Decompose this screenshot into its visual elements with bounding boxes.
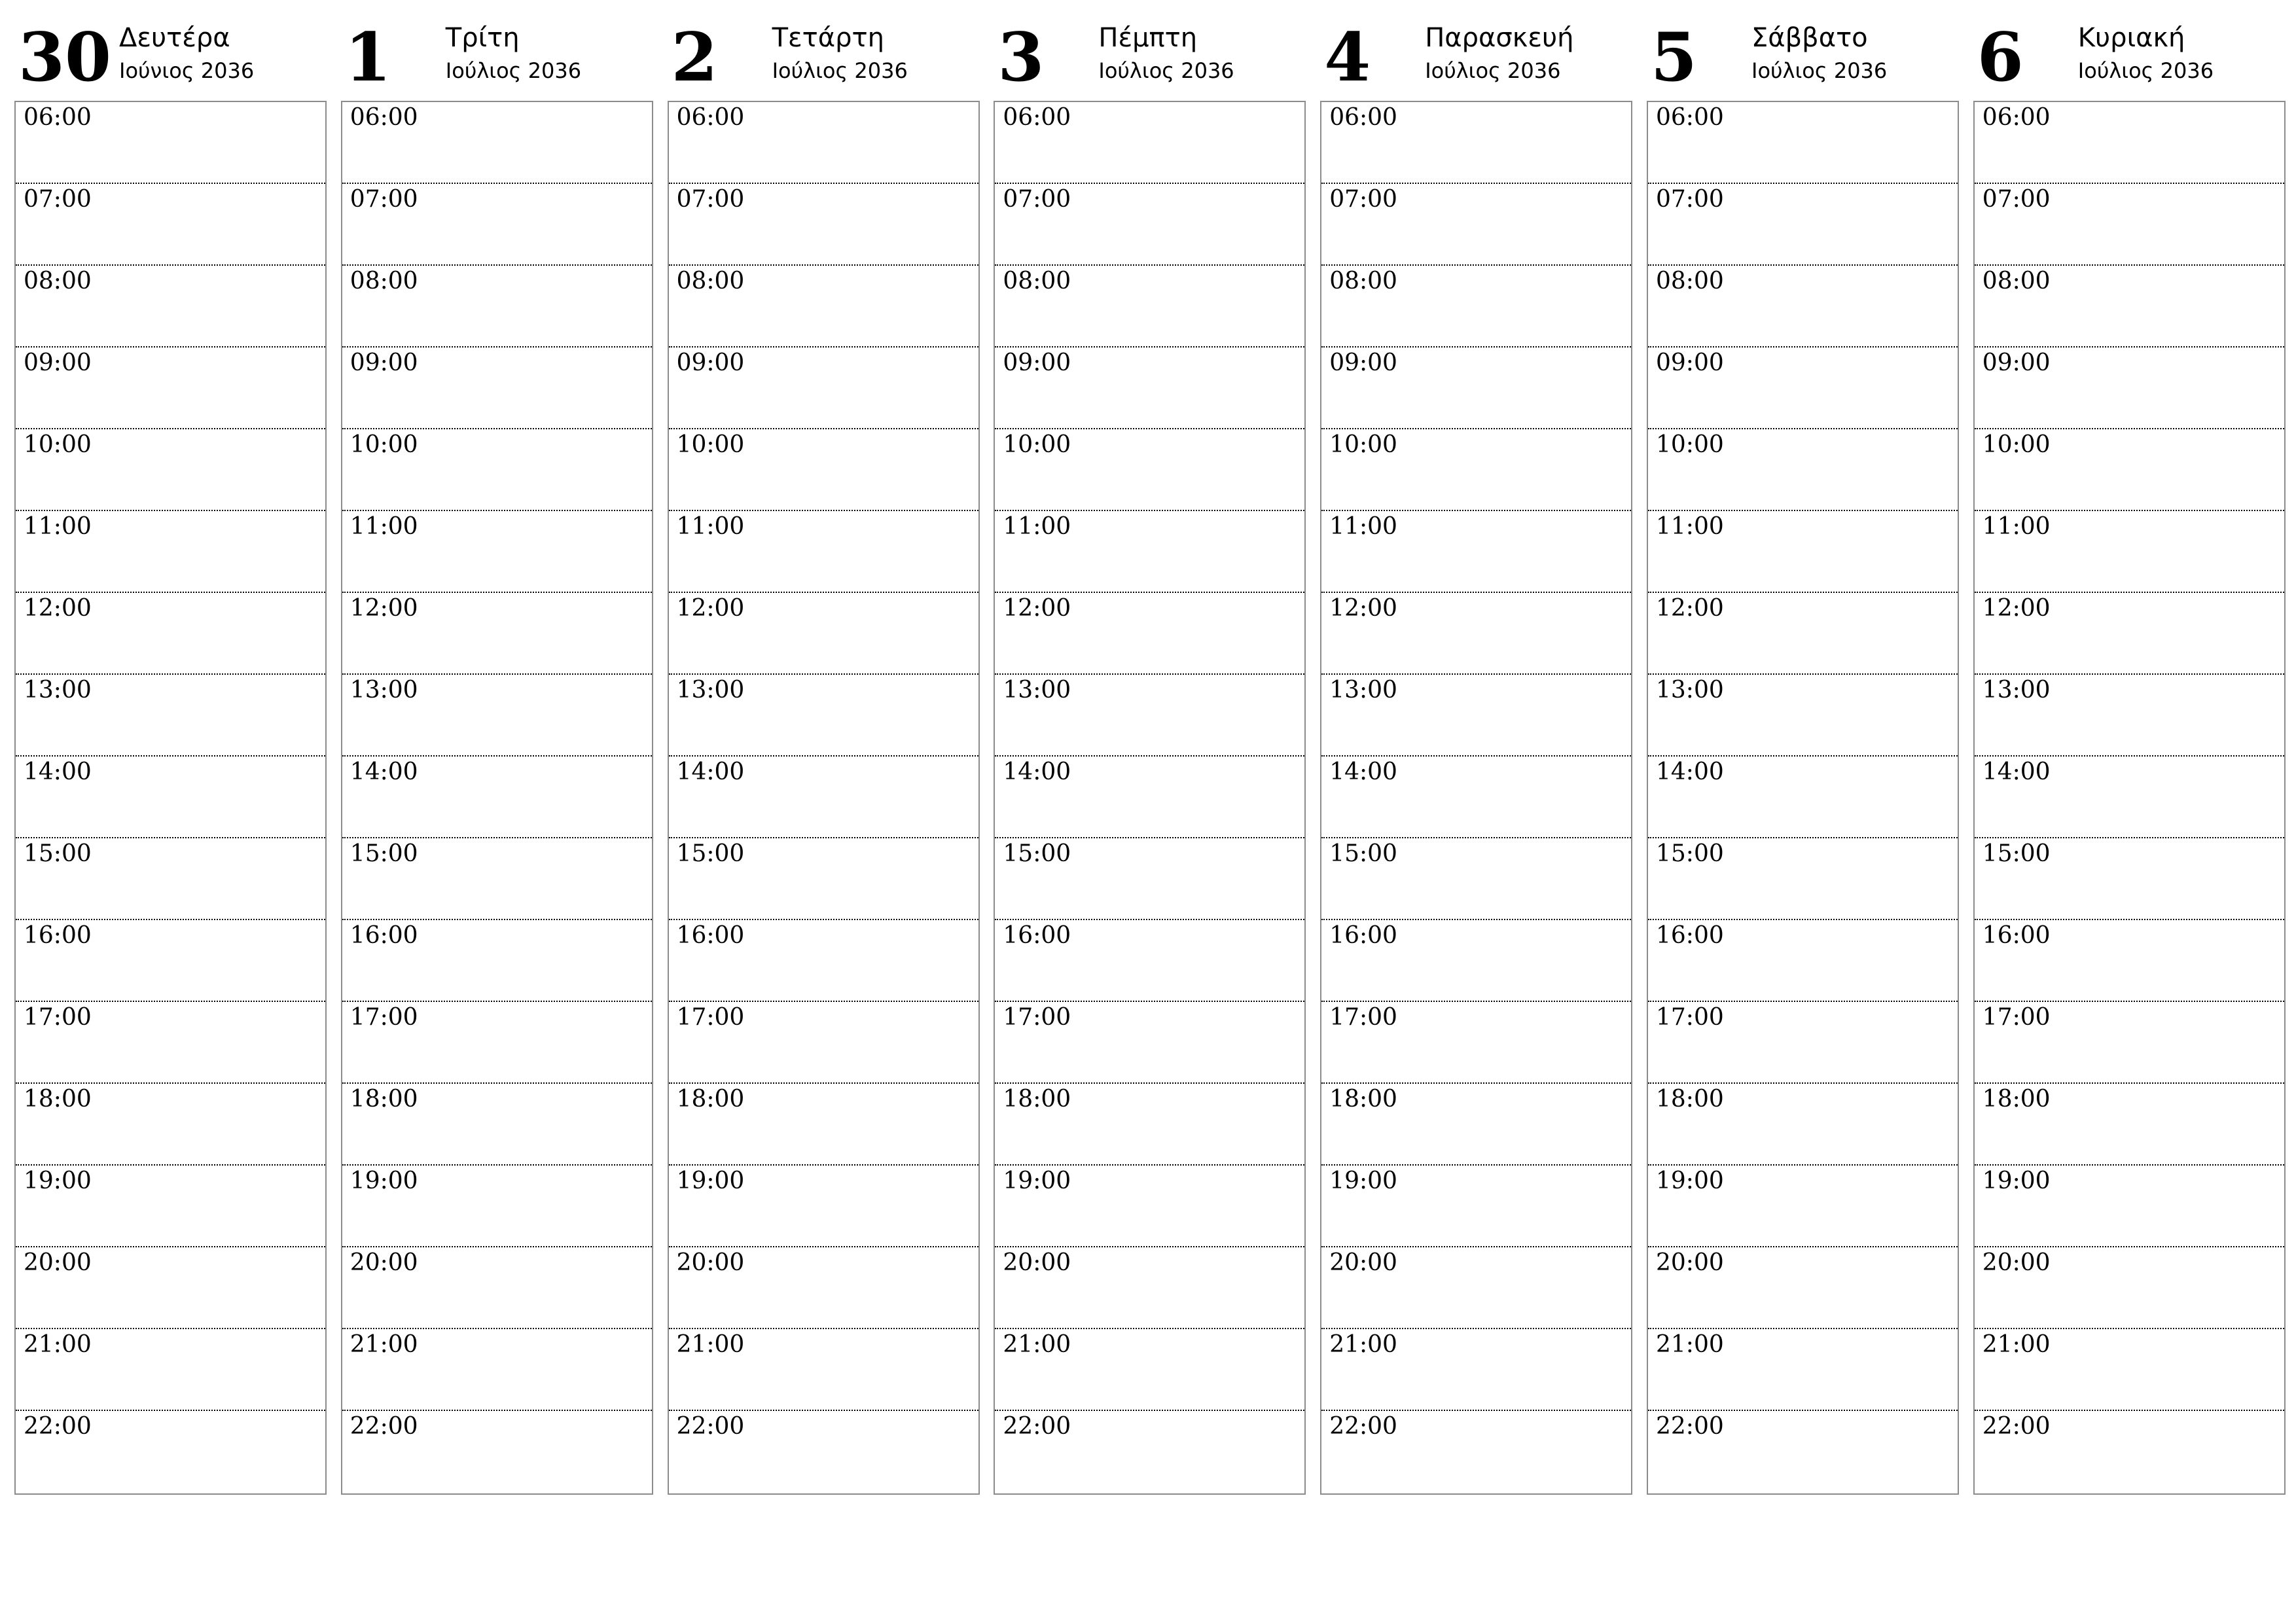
day-header [1973,13,2286,98]
hour-slot[interactable] [16,1247,325,1329]
hour-slot[interactable] [342,1002,652,1084]
hour-label: 14:00 [676,758,745,785]
hour-slot[interactable] [1975,675,2284,757]
hour-label: 10:00 [1982,431,2051,458]
day-name: Κυριακή [2077,23,2185,53]
hour-slot[interactable] [16,675,325,757]
hour-grid [1320,101,1632,1495]
hour-slot[interactable] [669,1247,978,1329]
hour-slot[interactable] [669,1411,978,1493]
hour-label: 10:00 [676,431,745,458]
hour-label: 13:00 [1656,677,1724,704]
hour-slot[interactable] [16,757,325,838]
hour-slot[interactable] [1321,838,1631,920]
hour-label: 06:00 [350,104,418,131]
hour-label: 15:00 [1329,840,1397,867]
hour-slot[interactable] [1648,1411,1958,1493]
hour-label: 11:00 [350,513,418,540]
weekly-planner [14,13,2286,1505]
day-number: 30 [18,18,111,97]
hour-label: 18:00 [1329,1086,1397,1113]
hour-slot[interactable] [669,675,978,757]
hour-slot[interactable] [16,266,325,348]
hour-slot[interactable] [995,266,1304,348]
hour-slot[interactable] [16,920,325,1002]
hour-label: 21:00 [350,1331,418,1358]
hour-label: 08:00 [1982,268,2051,294]
day-header [1320,13,1632,98]
hour-slot[interactable] [1321,1084,1631,1166]
hour-label: 17:00 [24,1004,92,1031]
hour-slot[interactable] [995,1166,1304,1247]
hour-slot[interactable] [1975,920,2284,1002]
hour-label: 12:00 [676,595,745,622]
hour-slot[interactable] [16,838,325,920]
hour-grid [668,101,980,1495]
hour-slot[interactable] [1648,511,1958,593]
hour-label: 20:00 [676,1249,745,1276]
hour-slot[interactable] [669,593,978,675]
hour-slot[interactable] [1975,593,2284,675]
hour-label: 14:00 [350,758,418,785]
hour-label: 16:00 [350,922,418,949]
hour-label: 17:00 [676,1004,745,1031]
hour-label: 16:00 [1003,922,1071,949]
hour-slot[interactable] [1648,1247,1958,1329]
hour-label: 15:00 [676,840,745,867]
hour-label: 18:00 [24,1086,92,1113]
hour-label: 11:00 [24,513,92,540]
day-column-thursday [994,13,1306,1505]
day-number: 6 [1977,18,2024,97]
hour-slot[interactable] [1975,1411,2284,1493]
hour-slot[interactable] [16,1411,325,1493]
hour-label: 18:00 [350,1086,418,1113]
hour-grid [14,101,327,1495]
hour-label: 10:00 [1003,431,1071,458]
hour-label: 12:00 [1656,595,1724,622]
hour-slot[interactable] [342,511,652,593]
hour-slot[interactable] [1648,266,1958,348]
hour-label: 09:00 [24,349,92,376]
hour-slot[interactable] [342,184,652,266]
hour-slot[interactable] [1321,757,1631,838]
day-name: Παρασκευή [1425,23,1574,53]
hour-label: 08:00 [1656,268,1724,294]
day-name: Τρίτη [445,23,520,53]
hour-slot[interactable] [1321,266,1631,348]
day-header [994,13,1306,98]
hour-slot[interactable] [669,757,978,838]
hour-slot[interactable] [1321,920,1631,1002]
hour-label: 22:00 [24,1413,92,1440]
hour-label: 15:00 [24,840,92,867]
day-number: 5 [1651,18,1697,97]
hour-label: 12:00 [1003,595,1071,622]
hour-slot[interactable] [669,1166,978,1247]
hour-label: 17:00 [1329,1004,1397,1031]
hour-slot[interactable] [16,348,325,429]
day-column-monday [14,13,327,1505]
hour-slot[interactable] [995,675,1304,757]
hour-slot[interactable] [1975,838,2284,920]
hour-slot[interactable] [995,348,1304,429]
hour-label: 16:00 [1982,922,2051,949]
hour-slot[interactable] [1975,511,2284,593]
hour-label: 12:00 [1982,595,2051,622]
hour-label: 22:00 [1982,1413,2051,1440]
hour-slot[interactable] [342,429,652,511]
hour-label: 22:00 [1003,1413,1071,1440]
hour-slot[interactable] [1321,1247,1631,1329]
hour-slot[interactable] [1321,675,1631,757]
hour-slot[interactable] [995,593,1304,675]
hour-label: 10:00 [350,431,418,458]
hour-slot[interactable] [995,1084,1304,1166]
hour-label: 06:00 [1656,104,1724,131]
hour-label: 22:00 [1656,1413,1724,1440]
hour-label: 14:00 [24,758,92,785]
hour-label: 11:00 [1329,513,1397,540]
hour-label: 11:00 [676,513,745,540]
hour-label: 18:00 [1003,1086,1071,1113]
hour-slot[interactable] [342,1247,652,1329]
hour-label: 15:00 [350,840,418,867]
hour-label: 11:00 [1003,513,1071,540]
hour-label: 06:00 [676,104,745,131]
hour-slot[interactable] [342,1411,652,1493]
hour-slot[interactable] [342,593,652,675]
hour-slot[interactable] [995,429,1304,511]
hour-slot[interactable] [16,1084,325,1166]
day-column-friday [1320,13,1632,1505]
hour-slot[interactable] [995,920,1304,1002]
hour-slot[interactable] [16,102,325,184]
hour-label: 07:00 [1329,186,1397,213]
hour-label: 20:00 [1656,1249,1724,1276]
hour-slot[interactable] [995,838,1304,920]
hour-label: 17:00 [350,1004,418,1031]
hour-slot[interactable] [669,102,978,184]
hour-slot[interactable] [342,1329,652,1411]
hour-label: 08:00 [676,268,745,294]
hour-slot[interactable] [995,102,1304,184]
hour-slot[interactable] [1648,348,1958,429]
hour-slot[interactable] [1648,1166,1958,1247]
hour-label: 10:00 [24,431,92,458]
hour-slot[interactable] [1975,348,2284,429]
hour-label: 18:00 [1656,1086,1724,1113]
day-month: Ιούλιος 2036 [1098,58,1234,83]
hour-slot[interactable] [669,1084,978,1166]
day-header [341,13,653,98]
day-number: 3 [997,18,1045,97]
hour-slot[interactable] [669,429,978,511]
hour-slot[interactable] [669,838,978,920]
hour-slot[interactable] [16,593,325,675]
hour-label: 19:00 [1329,1168,1397,1194]
hour-label: 07:00 [1003,186,1071,213]
hour-label: 08:00 [1003,268,1071,294]
hour-label: 19:00 [1656,1168,1724,1194]
hour-label: 16:00 [1329,922,1397,949]
day-month: Ιούλιος 2036 [2077,58,2214,83]
hour-label: 16:00 [1656,922,1724,949]
hour-label: 13:00 [1003,677,1071,704]
hour-slot[interactable] [1321,348,1631,429]
day-month: Ιούλιος 2036 [445,58,582,83]
hour-label: 12:00 [24,595,92,622]
hour-grid [1973,101,2286,1495]
day-month: Ιούλιος 2036 [1751,58,1888,83]
hour-slot[interactable] [1648,838,1958,920]
hour-slot[interactable] [1975,1247,2284,1329]
hour-label: 21:00 [1329,1331,1397,1358]
day-name: Δευτέρα [119,23,230,53]
day-number: 1 [344,18,391,97]
hour-slot[interactable] [342,1166,652,1247]
hour-label: 21:00 [24,1331,92,1358]
hour-slot[interactable] [16,1166,325,1247]
hour-label: 19:00 [676,1168,745,1194]
hour-slot[interactable] [1975,266,2284,348]
hour-slot[interactable] [995,1002,1304,1084]
hour-slot[interactable] [342,838,652,920]
hour-slot[interactable] [1975,1329,2284,1411]
hour-label: 19:00 [24,1168,92,1194]
hour-label: 07:00 [676,186,745,213]
hour-label: 07:00 [1656,186,1724,213]
hour-slot[interactable] [669,920,978,1002]
hour-label: 10:00 [1329,431,1397,458]
hour-label: 15:00 [1003,840,1071,867]
hour-label: 12:00 [1329,595,1397,622]
hour-label: 09:00 [1003,349,1071,376]
hour-label: 08:00 [350,268,418,294]
hour-slot[interactable] [1648,1002,1958,1084]
hour-label: 20:00 [350,1249,418,1276]
hour-label: 13:00 [350,677,418,704]
day-month: Ιούλιος 2036 [1425,58,1561,83]
day-number: 4 [1324,18,1371,97]
hour-slot[interactable] [16,511,325,593]
hour-label: 09:00 [1329,349,1397,376]
hour-slot[interactable] [1975,1002,2284,1084]
hour-label: 14:00 [1329,758,1397,785]
hour-slot[interactable] [669,266,978,348]
hour-slot[interactable] [1321,1411,1631,1493]
hour-slot[interactable] [16,184,325,266]
day-header [668,13,980,98]
hour-label: 18:00 [1982,1086,2051,1113]
hour-slot[interactable] [1321,429,1631,511]
hour-slot[interactable] [1648,675,1958,757]
hour-slot[interactable] [1321,102,1631,184]
hour-slot[interactable] [342,266,652,348]
day-column-wednesday [668,13,980,1505]
hour-label: 19:00 [350,1168,418,1194]
hour-slot[interactable] [16,1002,325,1084]
hour-slot[interactable] [1975,102,2284,184]
hour-label: 13:00 [1982,677,2051,704]
hour-slot[interactable] [1648,1084,1958,1166]
day-month: Ιούνιος 2036 [119,58,255,83]
hour-slot[interactable] [1975,1084,2284,1166]
hour-label: 13:00 [1329,677,1397,704]
hour-slot[interactable] [342,675,652,757]
hour-slot[interactable] [1648,429,1958,511]
day-name: Σάββατο [1751,23,1868,53]
hour-slot[interactable] [1975,184,2284,266]
hour-label: 17:00 [1656,1004,1724,1031]
hour-label: 13:00 [676,677,745,704]
hour-label: 16:00 [24,922,92,949]
hour-label: 14:00 [1003,758,1071,785]
hour-label: 06:00 [24,104,92,131]
hour-slot[interactable] [16,1329,325,1411]
hour-slot[interactable] [1321,511,1631,593]
hour-grid [994,101,1306,1495]
day-column-tuesday [341,13,653,1505]
hour-slot[interactable] [1321,184,1631,266]
hour-slot[interactable] [342,348,652,429]
hour-slot[interactable] [669,348,978,429]
hour-slot[interactable] [1321,1329,1631,1411]
hour-label: 07:00 [24,186,92,213]
hour-label: 21:00 [1656,1331,1724,1358]
hour-slot[interactable] [669,1002,978,1084]
hour-label: 20:00 [1329,1249,1397,1276]
day-header [14,13,327,98]
hour-slot[interactable] [1648,593,1958,675]
hour-label: 20:00 [24,1249,92,1276]
hour-label: 22:00 [676,1413,745,1440]
hour-label: 09:00 [350,349,418,376]
hour-label: 22:00 [350,1413,418,1440]
hour-slot[interactable] [669,184,978,266]
hour-label: 06:00 [1982,104,2051,131]
hour-label: 18:00 [676,1086,745,1113]
hour-label: 08:00 [24,268,92,294]
hour-label: 06:00 [1003,104,1071,131]
hour-label: 11:00 [1656,513,1724,540]
hour-label: 14:00 [1656,758,1724,785]
hour-label: 21:00 [676,1331,745,1358]
hour-slot[interactable] [995,1247,1304,1329]
hour-slot[interactable] [1648,102,1958,184]
hour-label: 07:00 [350,186,418,213]
hour-label: 20:00 [1982,1249,2051,1276]
hour-label: 21:00 [1982,1331,2051,1358]
hour-label: 06:00 [1329,104,1397,131]
hour-label: 11:00 [1982,513,2051,540]
hour-label: 10:00 [1656,431,1724,458]
hour-label: 09:00 [676,349,745,376]
day-column-saturday [1647,13,1959,1505]
hour-slot[interactable] [16,429,325,511]
day-number: 2 [671,18,718,97]
hour-label: 12:00 [350,595,418,622]
hour-slot[interactable] [1321,1002,1631,1084]
hour-label: 17:00 [1982,1004,2051,1031]
hour-grid [1647,101,1959,1495]
hour-slot[interactable] [995,1329,1304,1411]
hour-label: 20:00 [1003,1249,1071,1276]
hour-slot[interactable] [1975,1166,2284,1247]
day-name: Τετάρτη [772,23,884,53]
hour-label: 09:00 [1656,349,1724,376]
hour-grid [341,101,653,1495]
hour-slot[interactable] [342,102,652,184]
hour-label: 22:00 [1329,1413,1397,1440]
hour-slot[interactable] [1648,757,1958,838]
day-month: Ιούλιος 2036 [772,58,908,83]
hour-slot[interactable] [342,1084,652,1166]
hour-slot[interactable] [1975,429,2284,511]
hour-label: 07:00 [1982,186,2051,213]
hour-label: 15:00 [1982,840,2051,867]
hour-slot[interactable] [995,757,1304,838]
hour-slot[interactable] [1975,757,2284,838]
day-header [1647,13,1959,98]
hour-label: 15:00 [1656,840,1724,867]
hour-label: 21:00 [1003,1331,1071,1358]
hour-label: 13:00 [24,677,92,704]
hour-label: 16:00 [676,922,745,949]
hour-slot[interactable] [1648,184,1958,266]
hour-slot[interactable] [1648,920,1958,1002]
hour-slot[interactable] [342,757,652,838]
hour-slot[interactable] [995,511,1304,593]
hour-slot[interactable] [1321,1166,1631,1247]
hour-slot[interactable] [1321,593,1631,675]
hour-label: 14:00 [1982,758,2051,785]
day-column-sunday [1973,13,2286,1505]
day-name: Πέμπτη [1098,23,1198,53]
hour-label: 09:00 [1982,349,2051,376]
hour-slot[interactable] [669,511,978,593]
hour-label: 19:00 [1982,1168,2051,1194]
hour-label: 19:00 [1003,1168,1071,1194]
hour-label: 17:00 [1003,1004,1071,1031]
hour-slot[interactable] [1648,1329,1958,1411]
hour-slot[interactable] [995,184,1304,266]
hour-slot[interactable] [669,1329,978,1411]
hour-slot[interactable] [342,920,652,1002]
hour-label: 08:00 [1329,268,1397,294]
hour-slot[interactable] [995,1411,1304,1493]
